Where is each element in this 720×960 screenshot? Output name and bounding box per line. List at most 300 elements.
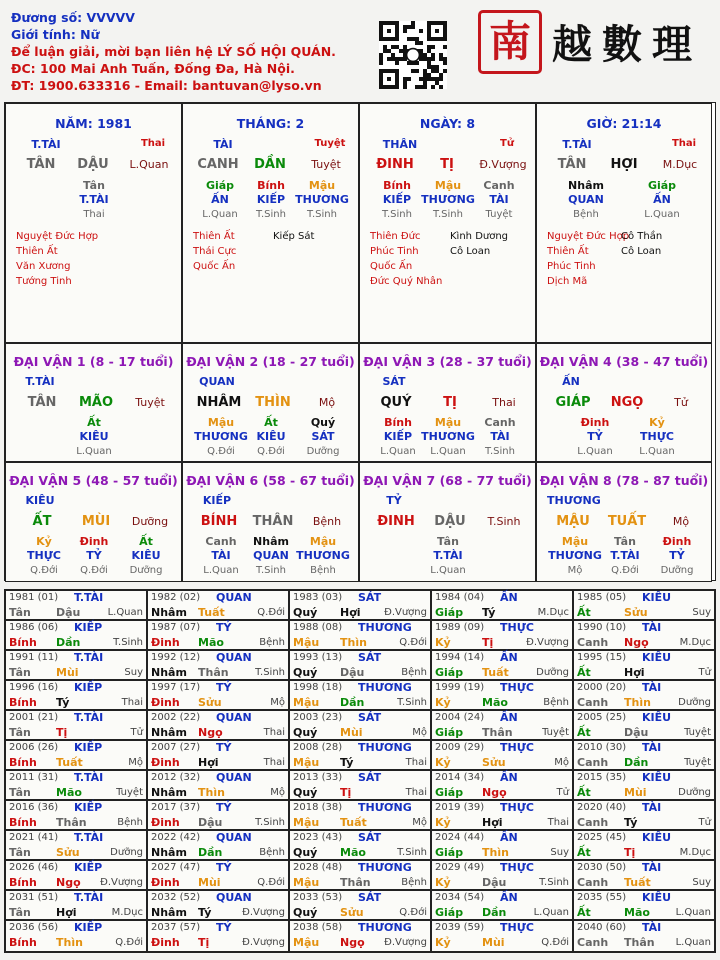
earthly-branch: DẬU	[77, 157, 109, 172]
hidden-stem: Kỷ	[649, 416, 665, 429]
year-label: 2036 (56)	[9, 922, 59, 933]
year-cell	[573, 920, 715, 952]
year-label: 2019 (39)	[435, 802, 485, 813]
year-stage: Mộ	[128, 757, 143, 768]
year-stage: Mộ	[412, 727, 427, 738]
year-cell	[147, 920, 289, 952]
logo-seal: 南	[478, 10, 542, 74]
inauspicious-star: Kình Dương	[450, 231, 509, 242]
hidden-star: TỶ	[587, 430, 603, 443]
auspicious-star: Thiên Đức	[370, 231, 421, 242]
hidden-star: T.TÀI	[79, 193, 109, 206]
year-label: 2008 (28)	[293, 742, 343, 753]
hidden-stage: Q.Đới	[611, 565, 639, 576]
year-star: THỰC	[500, 681, 534, 694]
year-star: KIÊU	[642, 651, 672, 664]
year-label: 2016 (36)	[9, 802, 59, 813]
year-label: 1986 (06)	[9, 622, 59, 633]
year-stage: Q.Đới	[257, 607, 285, 618]
hidden-star: THƯƠNG	[421, 193, 475, 206]
year-stem: Đinh	[151, 756, 180, 769]
year-stage: T.Sinh	[539, 877, 569, 888]
year-cell	[5, 590, 147, 620]
hidden-star: ẤN	[653, 193, 671, 206]
hidden-stem: Giáp	[205, 179, 235, 192]
year-stage: T.Sinh	[255, 667, 285, 678]
year-star: KIÊU	[642, 771, 672, 784]
hidden-stage: T.Sinh	[256, 565, 286, 576]
year-stem: Giáp	[435, 906, 464, 919]
hidden-stage: Q.Đới	[80, 565, 108, 576]
year-stem: Tân	[9, 906, 31, 919]
auspicious-star: Thiên Ất	[547, 246, 589, 257]
year-label: 2015 (35)	[577, 772, 627, 783]
year-stem: Canh	[577, 696, 609, 709]
year-branch: Mão	[340, 846, 366, 859]
year-branch: Tý	[56, 696, 70, 709]
year-label: 1982 (02)	[151, 592, 201, 603]
year-star: THỰC	[500, 861, 534, 874]
heavenly-stem: BÍNH	[200, 514, 238, 529]
year-cell	[147, 710, 289, 740]
year-stage: L.Quan	[675, 907, 711, 918]
year-label: 1995 (15)	[577, 652, 627, 663]
year-stage: Q.Đới	[399, 907, 427, 918]
main-star: T.TÀI	[25, 375, 55, 388]
year-stem: Kỷ	[435, 816, 451, 829]
year-stage: Tuyệt	[684, 757, 711, 768]
auspicious-star: Quốc Ấn	[193, 261, 236, 272]
year-cell	[431, 590, 573, 620]
earthly-branch: TỊ	[443, 395, 457, 410]
year-star: TỶ	[216, 921, 232, 934]
year-stem: Nhâm	[151, 846, 187, 859]
year-calendar	[4, 589, 716, 953]
year-stem: Đinh	[151, 936, 180, 949]
year-star: ẤN	[500, 831, 518, 844]
earthly-branch: THÌN	[255, 395, 291, 410]
year-star: QUAN	[216, 891, 252, 904]
dai-van-cell	[536, 343, 712, 462]
earthly-branch: HỢI	[610, 157, 638, 172]
year-branch: Hợi	[56, 906, 77, 919]
year-stage: T.Sinh	[255, 817, 285, 828]
year-star: TÀI	[642, 921, 662, 934]
year-cell	[147, 680, 289, 710]
pillar-title: THÁNG: 2	[236, 116, 305, 131]
year-label: 1987 (07)	[151, 622, 201, 633]
year-stage: Suy	[550, 847, 569, 858]
main-star: TÀI	[213, 138, 233, 151]
year-branch: Dậu	[340, 666, 365, 679]
year-branch: Tuất	[482, 666, 509, 679]
hidden-stem: Tân	[437, 535, 459, 548]
year-label: 1998 (18)	[293, 682, 343, 693]
year-branch: Mão	[624, 906, 650, 919]
main-star: KIÊU	[25, 494, 55, 507]
year-label: 2020 (40)	[577, 802, 627, 813]
hidden-stem: Giáp	[647, 179, 677, 192]
year-label: 1981 (01)	[9, 592, 59, 603]
year-label: 1990 (10)	[577, 622, 627, 633]
chart-grid	[4, 102, 716, 581]
year-cell	[431, 830, 573, 860]
dai-van-cell	[5, 343, 182, 462]
year-cell	[573, 770, 715, 800]
hidden-star: THƯƠNG	[421, 430, 475, 443]
year-label: 2034 (54)	[435, 892, 485, 903]
year-label: 1984 (04)	[435, 592, 485, 603]
hidden-stage: Mộ	[567, 565, 583, 576]
hidden-star: SÁT	[311, 430, 335, 443]
year-stage: Q.Đới	[257, 877, 285, 888]
year-stage: Đ.Vượng	[384, 937, 427, 948]
year-cell	[431, 860, 573, 890]
auspicious-star: Thái Cực	[193, 246, 237, 257]
header-line: ĐT: 1900.633316 - Email: bantuvan@lyso.vn	[11, 78, 322, 93]
year-stem: Mậu	[293, 696, 320, 709]
year-label: 2017 (37)	[151, 802, 201, 813]
hidden-star: THƯƠNG	[548, 549, 602, 562]
header-line: Giới tính: Nữ	[11, 27, 100, 42]
year-star: TÀI	[642, 861, 662, 874]
year-star: TỶ	[216, 621, 232, 634]
heavenly-stem: NHÂM	[196, 395, 242, 410]
inauspicious-star: Cô Thần	[621, 231, 663, 242]
year-branch: Thân	[482, 726, 513, 739]
year-cell	[289, 710, 431, 740]
year-cell	[289, 590, 431, 620]
hidden-star: KIẾP	[256, 193, 286, 206]
year-label: 2032 (52)	[151, 892, 201, 903]
year-stem: Quý	[293, 726, 318, 739]
year-star: T.TÀI	[74, 651, 104, 664]
year-stem: Ất	[577, 786, 591, 799]
year-star: KIẾP	[74, 621, 103, 634]
hidden-stem: Nhâm	[253, 535, 289, 548]
life-stage: Tuyệt	[311, 158, 341, 171]
year-branch: Dần	[482, 906, 507, 919]
year-star: TÀI	[642, 621, 662, 634]
hidden-stage: T.Sinh	[433, 209, 463, 220]
hidden-stem: Bính	[383, 179, 411, 192]
year-stage: Tuyệt	[542, 727, 569, 738]
year-label: 2039 (59)	[435, 922, 485, 933]
hidden-stage: L.Quan	[430, 446, 466, 457]
dai-van-title: ĐẠI VẬN 3 (28 - 37 tuổi)	[363, 354, 532, 369]
year-branch: Hợi	[340, 606, 361, 619]
hidden-star: TÀI	[490, 430, 510, 443]
year-stage: Thai	[547, 817, 569, 828]
earthly-branch: TỊ	[440, 157, 454, 172]
year-branch: Tị	[340, 786, 352, 799]
year-star: QUAN	[216, 711, 252, 724]
year-stem: Canh	[577, 876, 609, 889]
year-label: 2003 (23)	[293, 712, 343, 723]
hidden-star: THƯƠNG	[194, 430, 248, 443]
year-star: T.TÀI	[74, 831, 104, 844]
year-branch: Tý	[482, 606, 496, 619]
year-branch: Sửu	[340, 906, 364, 919]
year-label: 1997 (17)	[151, 682, 201, 693]
year-branch: Mùi	[198, 876, 221, 889]
year-stem: Tân	[9, 666, 31, 679]
inauspicious-star: Cô Loan	[450, 246, 491, 257]
year-branch: Thìn	[340, 636, 367, 649]
hidden-stage: L.Quan	[430, 565, 466, 576]
year-cell	[147, 590, 289, 620]
year-cell	[431, 680, 573, 710]
year-branch: Thìn	[56, 936, 83, 949]
year-cell	[289, 800, 431, 830]
year-star: SÁT	[358, 891, 382, 904]
year-stem: Canh	[577, 936, 609, 949]
year-stem: Giáp	[435, 726, 464, 739]
year-label: 2027 (47)	[151, 862, 201, 873]
year-star: TÀI	[642, 801, 662, 814]
year-label: 2030 (50)	[577, 862, 627, 873]
year-label: 2038 (58)	[293, 922, 343, 933]
hidden-stem: Mậu	[434, 179, 462, 192]
auspicious-star: Thiên Ất	[16, 246, 58, 257]
hidden-stem: Bính	[384, 416, 412, 429]
main-star: THƯƠNG	[547, 494, 601, 507]
year-star: KIẾP	[74, 681, 103, 694]
pillar-cell	[5, 103, 182, 343]
year-stage: T.Sinh	[397, 847, 427, 858]
main-star: KIẾP	[202, 494, 232, 507]
hidden-stage: T.Sinh	[307, 209, 337, 220]
year-stage: Dưỡng	[678, 787, 711, 798]
logo	[478, 10, 704, 74]
year-branch: Mùi	[624, 786, 647, 799]
year-stage: Thai	[263, 727, 285, 738]
hidden-stage: L.Quan	[380, 446, 416, 457]
hidden-star: THỰC	[640, 430, 674, 443]
year-stage: Thai	[263, 757, 285, 768]
year-cell	[147, 860, 289, 890]
hidden-stem: Mậu	[308, 179, 336, 192]
year-stage: Mộ	[270, 787, 285, 798]
year-cell	[289, 680, 431, 710]
heavenly-stem: MẬU	[556, 514, 590, 529]
year-label: 2028 (48)	[293, 862, 343, 873]
hidden-stem: Mậu	[561, 535, 589, 548]
year-branch: Thìn	[482, 846, 509, 859]
dai-van-title: ĐẠI VẬN 7 (68 - 77 tuổi)	[363, 473, 532, 488]
year-stage: Mộ	[412, 817, 427, 828]
year-branch: Hợi	[198, 756, 219, 769]
year-star: TÀI	[642, 741, 662, 754]
earthly-branch: DẬU	[434, 514, 466, 529]
hidden-stage: Thai	[83, 209, 105, 220]
year-branch: Tý	[340, 756, 354, 769]
year-star: TỶ	[216, 681, 232, 694]
year-cell	[289, 650, 431, 680]
year-stem: Canh	[577, 756, 609, 769]
year-cell	[573, 800, 715, 830]
year-stage: Đ.Vượng	[526, 637, 569, 648]
year-stem: Bính	[9, 636, 37, 649]
inauspicious-star: Kiếp Sát	[273, 231, 315, 242]
year-stem: Kỷ	[435, 756, 451, 769]
pillar-cell	[536, 103, 712, 343]
dai-van-title: ĐẠI VẬN 2 (18 - 27 tuổi)	[186, 354, 355, 369]
year-star: THỰC	[500, 801, 534, 814]
year-branch: Tuất	[340, 816, 367, 829]
year-star: QUAN	[216, 651, 252, 664]
year-branch: Dần	[340, 696, 365, 709]
heavenly-stem: ĐINH	[377, 514, 415, 529]
hidden-star: KIẾP	[382, 193, 412, 206]
year-cell	[147, 830, 289, 860]
year-stem: Giáp	[435, 666, 464, 679]
hidden-star: T.TÀI	[610, 549, 640, 562]
year-stage: Bệnh	[543, 697, 569, 708]
year-label: 2002 (22)	[151, 712, 201, 723]
year-stem: Kỷ	[435, 936, 451, 949]
year-star: T.TÀI	[74, 891, 104, 904]
life-stage: T.Sinh	[487, 515, 521, 528]
hidden-stage: L.Quan	[203, 565, 239, 576]
year-branch: Ngọ	[198, 726, 223, 739]
year-stage: Tử	[698, 817, 711, 828]
year-stage: Dưỡng	[678, 697, 711, 708]
year-branch: Mùi	[482, 936, 505, 949]
hidden-stem: Mậu	[309, 535, 337, 548]
year-stem: Mậu	[293, 816, 320, 829]
hidden-stem: Mậu	[207, 416, 235, 429]
year-cell	[573, 680, 715, 710]
main-star: ẤN	[562, 375, 580, 388]
hidden-stem: Tân	[614, 535, 636, 548]
hidden-stage: L.Quan	[644, 209, 680, 220]
year-star: TÀI	[642, 681, 662, 694]
year-stem: Mậu	[293, 876, 320, 889]
hidden-star: TỶ	[86, 549, 102, 562]
year-stem: Kỷ	[435, 636, 451, 649]
auspicious-star: Đức Quý Nhân	[370, 276, 443, 287]
year-label: 2022 (42)	[151, 832, 201, 843]
pillar-cell	[182, 103, 359, 343]
main-star: THÂN	[382, 138, 418, 151]
year-branch: Dần	[624, 756, 649, 769]
hidden-stage: Dưỡng	[306, 446, 340, 457]
year-stem: Ất	[577, 906, 591, 919]
year-stage: Tuyệt	[116, 787, 143, 798]
hidden-star: THỰC	[27, 549, 61, 562]
year-stage: Đ.Vượng	[384, 607, 427, 618]
year-stem: Kỷ	[435, 876, 451, 889]
hidden-stage: T.Sinh	[485, 446, 515, 457]
year-label: 1989 (09)	[435, 622, 485, 633]
year-star: ẤN	[500, 591, 518, 604]
year-branch: Tị	[624, 846, 636, 859]
year-branch: Hợi	[624, 666, 645, 679]
year-branch: Thân	[56, 816, 87, 829]
year-branch: Mão	[198, 636, 224, 649]
year-cell	[147, 740, 289, 770]
dai-van-cell	[359, 343, 536, 462]
hidden-stage: Q.Đới	[207, 446, 235, 457]
hidden-stem: Ất	[87, 416, 101, 429]
year-stem: Bính	[9, 756, 37, 769]
life-stage: M.Dục	[662, 158, 698, 171]
year-stem: Bính	[9, 876, 37, 889]
year-cell	[431, 740, 573, 770]
year-star: QUAN	[216, 831, 252, 844]
year-branch: Tị	[482, 636, 494, 649]
year-stage: Dưỡng	[110, 847, 143, 858]
year-label: 2014 (34)	[435, 772, 485, 783]
year-stem: Nhâm	[151, 906, 187, 919]
year-cell	[147, 770, 289, 800]
year-stage: L.Quan	[675, 937, 711, 948]
year-stage: Bệnh	[117, 817, 143, 828]
year-branch: Tuất	[198, 606, 225, 619]
year-label: 2018 (38)	[293, 802, 343, 813]
hidden-stage: Dưỡng	[129, 565, 163, 576]
hidden-star: QUAN	[253, 549, 289, 562]
year-cell	[431, 710, 573, 740]
year-label: 2037 (57)	[151, 922, 201, 933]
logo-char: 越	[552, 21, 592, 68]
year-stem: Giáp	[435, 786, 464, 799]
year-branch: Ngọ	[340, 936, 365, 949]
dai-van-title: ĐẠI VẬN 4 (38 - 47 tuổi)	[539, 354, 709, 369]
year-label: 1988 (08)	[293, 622, 343, 633]
year-branch: Thân	[624, 936, 655, 949]
hidden-stage: L.Quan	[577, 446, 613, 457]
hidden-star: THƯƠNG	[296, 549, 350, 562]
earthly-branch: MÙI	[81, 514, 111, 529]
hidden-stage: Bệnh	[310, 565, 336, 576]
auspicious-star: Dịch Mã	[547, 276, 588, 287]
year-cell	[147, 800, 289, 830]
main-star: QUAN	[199, 375, 235, 388]
year-star: THỰC	[500, 621, 534, 634]
year-branch: Dậu	[482, 876, 507, 889]
year-cell	[573, 890, 715, 920]
year-star: TỶ	[216, 741, 232, 754]
header-line: Để luận giải, mời bạn liên hệ LÝ SỐ HỘI QUÁN.	[11, 44, 336, 59]
life-stage: Tuyệt	[135, 396, 165, 409]
year-stage: Q.Đới	[541, 937, 569, 948]
hidden-stem: Canh	[205, 535, 237, 548]
hidden-star: T.TÀI	[433, 549, 463, 562]
dai-van-cell	[536, 462, 712, 582]
year-star: KIẾP	[74, 801, 103, 814]
year-stage: Tử	[130, 727, 143, 738]
year-star: THƯƠNG	[358, 801, 412, 814]
year-stage: Bệnh	[401, 877, 427, 888]
inauspicious-star: Cô Loan	[621, 246, 662, 257]
year-label: 1999 (19)	[435, 682, 485, 693]
heavenly-stem: ĐINH	[376, 157, 414, 172]
year-label: 1994 (14)	[435, 652, 485, 663]
life-stage: Bệnh	[312, 515, 342, 528]
year-star: ẤN	[500, 771, 518, 784]
header-line: Đương số: VVVVV	[11, 10, 135, 25]
year-branch: Thân	[340, 876, 371, 889]
year-stage: M.Dục	[679, 637, 711, 648]
year-star: KIẾP	[74, 861, 103, 874]
main-star: TỶ	[386, 494, 402, 507]
year-star: SÁT	[358, 711, 382, 724]
year-star: T.TÀI	[74, 711, 104, 724]
year-branch: Dậu	[56, 606, 81, 619]
year-stem: Canh	[577, 816, 609, 829]
